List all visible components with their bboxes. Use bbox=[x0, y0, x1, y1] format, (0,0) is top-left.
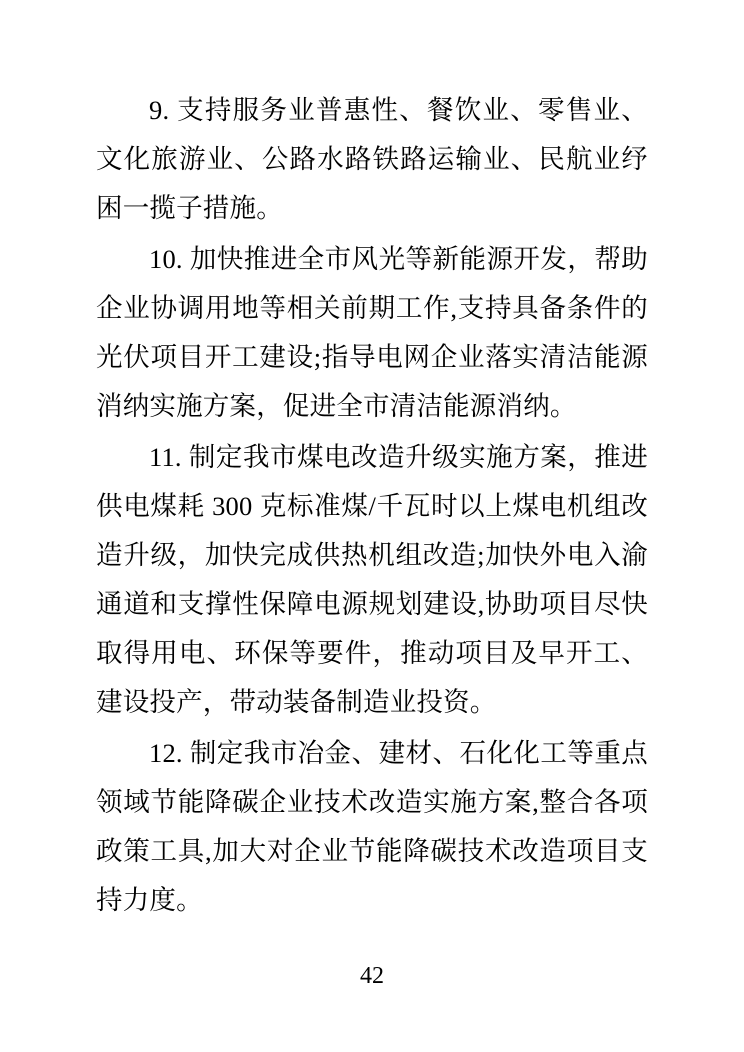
page-number: 42 bbox=[360, 963, 384, 989]
paragraph-11: 11. 制定我市煤电改造升级实施方案，推进供电煤耗 300 克标准煤/千瓦时以上煤电机组改造升级，加快完成供热机组改造;加快外电入渝通道和支撑性保障电源规划建设,协助项目尽快取得用电、环保等要件，推动项目及早开工、建设投产，带动装备制造业投资。 bbox=[96, 442, 648, 717]
paragraph-10: 10. 加快推进全市风光等新能源开发，帮助企业协调用地等相关前期工作,支持具备条件的光伏项目开工建设;指导电网企业落实清洁能源消纳实施方案，促进全市清洁能源消纳。 bbox=[96, 244, 648, 421]
document-body bbox=[96, 86, 648, 925]
paragraph-9: 9. 支持服务业普惠性、餐饮业、零售业、文化旅游业、公路水路铁路运输业、民航业纾困一揽子措施。 bbox=[96, 95, 648, 223]
paragraph-12: 12. 制定我市冶金、建材、石化化工等重点领域节能降碳企业技术改造实施方案,整合各项政策工具,加大对企业节能降碳技术改造项目支持力度。 bbox=[96, 738, 648, 915]
